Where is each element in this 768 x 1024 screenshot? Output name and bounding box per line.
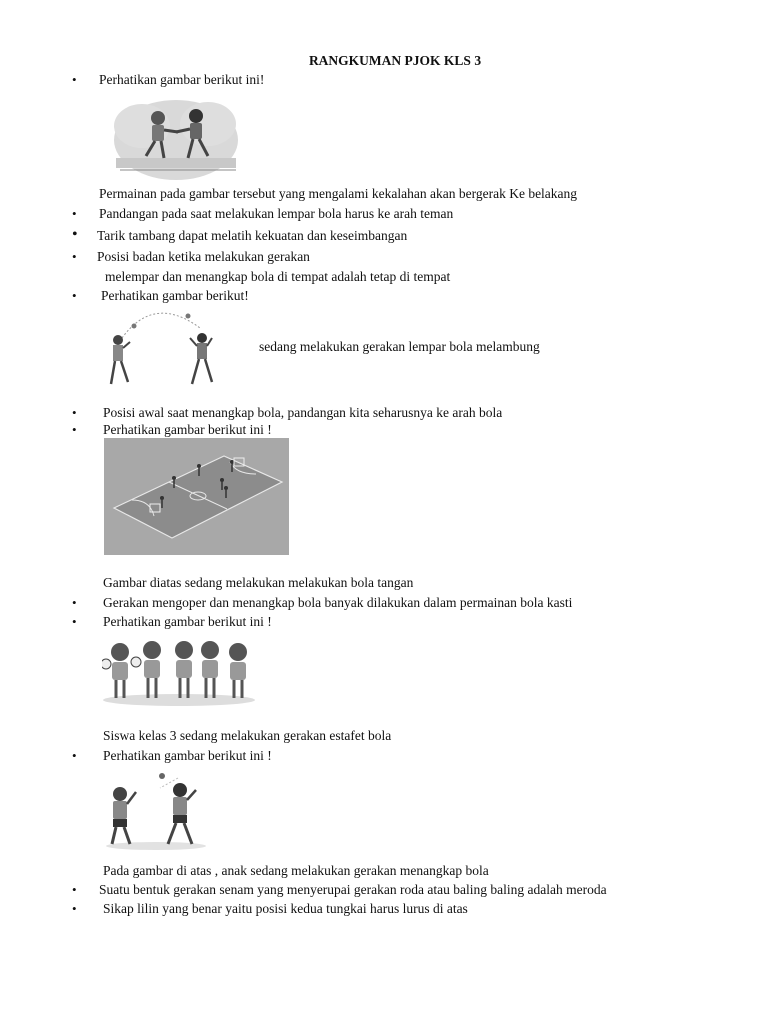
bullet: •	[72, 249, 77, 264]
line-14: Siswa kelas 3 sedang melakukan gerakan estafet bola	[103, 728, 392, 743]
line-3: Pandangan pada saat melakukan lempar bola harus ke arah teman	[99, 206, 454, 221]
line-18: Sikap lilin yang benar yaitu posisi kedua tungkai harus lurus di atas	[103, 901, 468, 916]
line-4: Tarik tambang dapat melatih kekuatan dan keseimbangan	[97, 228, 408, 243]
bullet: •	[72, 422, 77, 437]
bullet: •	[72, 882, 77, 897]
line-2: Permainan pada gambar tersebut yang mengalami kekalahan akan bergerak Ke belakang	[99, 186, 578, 201]
bullet: •	[72, 72, 77, 87]
line-7: Perhatikan gambar berikut!	[101, 288, 249, 303]
line-5: Posisi badan ketika melakukan gerakan	[97, 249, 310, 264]
bullet: •	[72, 405, 77, 420]
bullet: •	[72, 614, 77, 629]
document-title: RANGKUMAN PJOK KLS 3	[308, 53, 482, 68]
line-6: melempar dan menangkap bola di tempat adalah tetap di tempat	[105, 269, 451, 284]
bullet: •	[72, 748, 77, 763]
relay-kids-image	[102, 636, 256, 708]
bullet: •	[72, 206, 77, 221]
bullet: •	[72, 226, 78, 243]
bullet: •	[72, 288, 77, 303]
tug-of-war-image	[112, 96, 240, 184]
handball-court-image	[104, 438, 289, 555]
line-15: Perhatikan gambar berikut ini !	[103, 748, 272, 763]
line-16: Pada gambar di atas , anak sedang melakukan gerakan menangkap bola	[103, 863, 489, 878]
line-17: Suatu bentuk gerakan senam yang menyerupai gerakan roda atau baling baling adalah meroda	[99, 882, 607, 897]
catching-ball-image	[102, 768, 210, 852]
line-12: Gerakan mengoper dan menangkap bola banyak dilakukan dalam permainan bola kasti	[103, 595, 573, 610]
bullet: •	[72, 595, 77, 610]
lob-throw-image	[104, 304, 218, 390]
line-9: Posisi awal saat menangkap bola, pandangan kita seharusnya ke arah bola	[103, 405, 503, 420]
line-11: Gambar diatas sedang melakukan melakukan bola tangan	[103, 575, 414, 590]
bullet: •	[72, 901, 77, 916]
line-10: Perhatikan gambar berikut ini !	[103, 422, 272, 437]
line-1: Perhatikan gambar berikut ini!	[99, 72, 265, 87]
line-13: Perhatikan gambar berikut ini !	[103, 614, 272, 629]
line-8: sedang melakukan gerakan lempar bola melambung	[259, 339, 540, 354]
